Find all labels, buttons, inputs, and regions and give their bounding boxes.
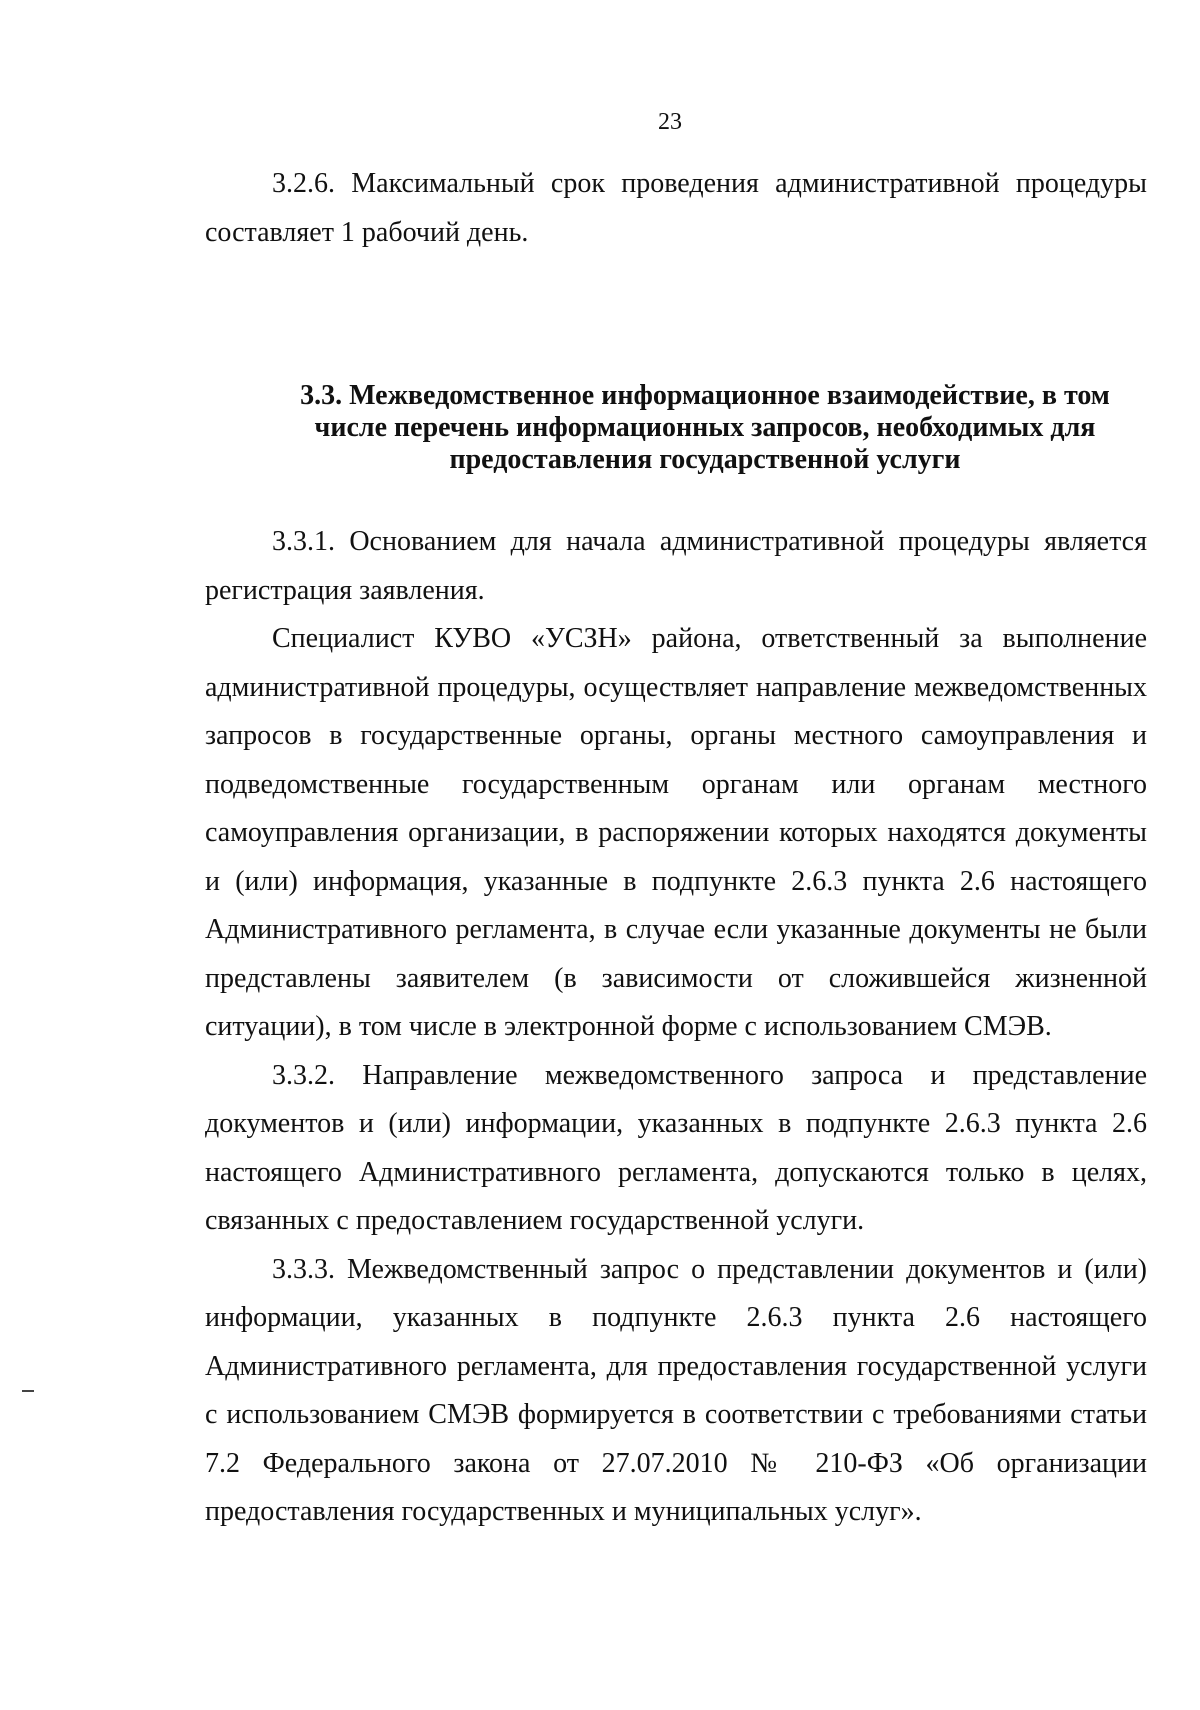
paragraph-specialist: Специалист КУВО «УСЗН» района, ответственный за выполнение административной процедуры, осуществляет направление межведомственных запросов в государственные органы, органы местного самоуправления и подведомственные государственным органам или органам местного самоуправления организации, в распоряжении которых находятся документы и (или) информация, указанные в подпункте 2.6.3 пункта 2.6 настоящего Административного регламента, в случае если указанные документы не были представлены заявителем (в зависимости от сложившейся жизненной ситуации), в том числе в электронной форме с использованием СМЭВ. — [205, 623, 1147, 1042]
document-body — [205, 160, 1147, 1537]
scan-margin-mark — [22, 1390, 34, 1392]
section-heading-line-3: предоставления государственной услуги — [449, 444, 961, 475]
paragraph-3-3-1: 3.3.1. Основанием для начала административной процедуры является регистрация заявления. — [205, 526, 1147, 606]
paragraph-3-3-2: 3.3.2. Направление межведомственного запроса и представление документов и (или) информации, указанных в подпункте 2.6.3 пункта 2.6 настоящего Административного регламента, допускаются только в целях, связанных с предоставлением государственной услуги. — [205, 1059, 1147, 1236]
page-number: 23 — [658, 109, 682, 135]
section-heading-line-1: 3.3. Межведомственное информационное взаимодействие, в том — [300, 380, 1110, 411]
section-heading-3-3 — [205, 380, 1147, 476]
paragraph-3-3-3: 3.3.3. Межведомственный запрос о представлении документов и (или) информации, указанных в подпункте 2.6.3 пункта 2.6 настоящего Административного регламента, для предоставления государственной услуги с использованием СМЭВ формируется в соответствии с требованиями статьи 7.2 Федерального закона от 27.07.2010 № 210-ФЗ «Об организации предоставления государственных и муниципальных услуг». — [205, 1253, 1147, 1527]
section-spacer — [205, 257, 1147, 380]
paragraph-3-2-6: 3.2.6. Максимальный срок проведения административной процедуры составляет 1 рабочий день. — [205, 168, 1147, 248]
section-heading-line-2: числе перечень информационных запросов, необходимых для — [314, 412, 1096, 443]
